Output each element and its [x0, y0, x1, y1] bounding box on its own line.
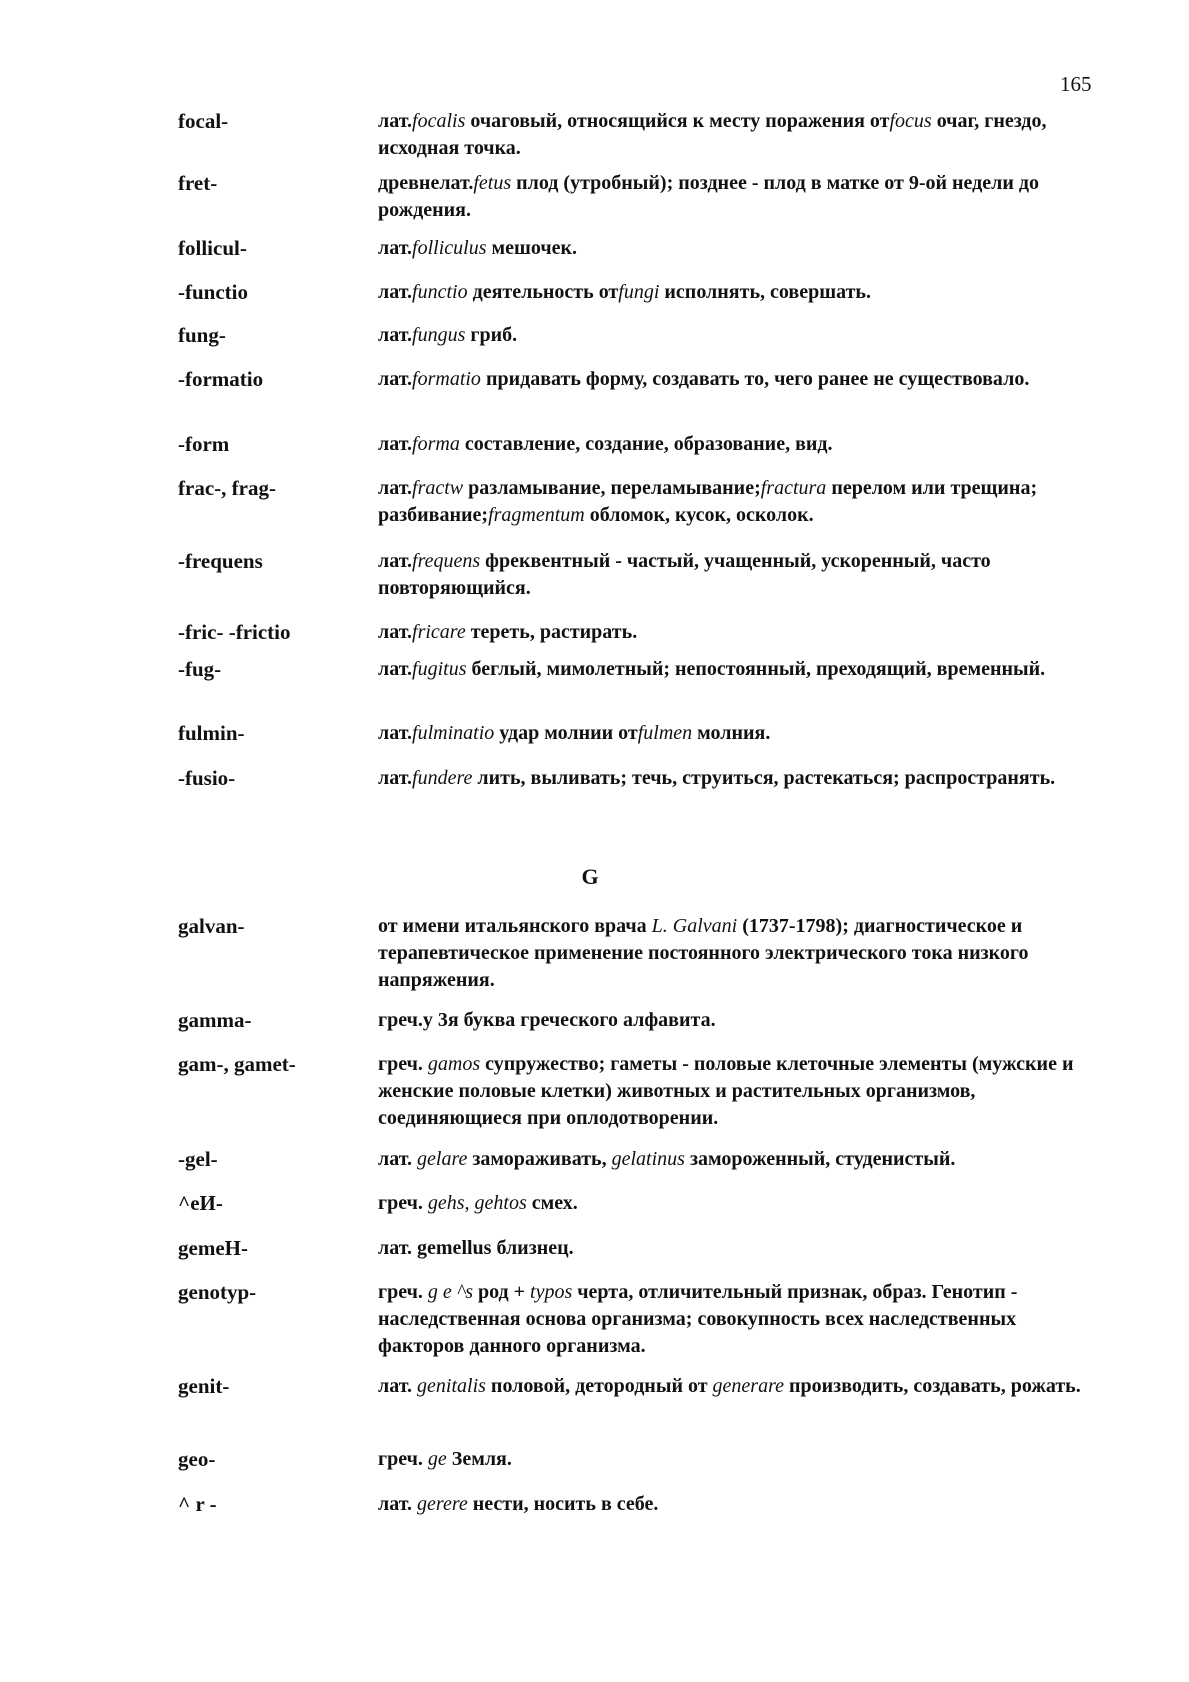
entry-definition	[378, 1446, 1098, 1473]
entry-gamma	[178, 1007, 1108, 1034]
latin-word: fulmen	[637, 722, 693, 744]
entry-term: focal-	[178, 109, 229, 133]
entry-gel	[178, 1146, 1108, 1173]
definition-text: разламывание, переламывание;	[463, 477, 761, 499]
definition-text: лат.	[378, 658, 413, 680]
entry-term: gam-, gamet-	[178, 1052, 296, 1076]
definition-text: лат.	[378, 767, 413, 789]
latin-word: formatio	[412, 368, 481, 390]
entry-term: -fric- -frictio	[178, 620, 291, 644]
latin-word: gerere	[417, 1493, 468, 1515]
definition-text: супружество; гаметы - половые клеточные элементы (мужские и женские половые клетки) животных и растительных организмов, соединяющиеся при оплодотворении.	[378, 1053, 1074, 1129]
entry-term: -gel-	[178, 1147, 218, 1171]
entry-genit	[178, 1373, 1108, 1400]
entry-term: geo-	[178, 1447, 216, 1471]
definition-text: греч.	[378, 1053, 428, 1075]
definition-text: Земля.	[446, 1448, 512, 1470]
entry-genotyp	[178, 1279, 1108, 1360]
definition-text: составление, создание, образование, вид.	[459, 433, 833, 455]
definition-text: от имени итальянского врача	[378, 915, 652, 937]
entry-definition	[378, 366, 1098, 393]
latin-word: gelatinus	[611, 1148, 685, 1170]
entry-fulmin	[178, 720, 1108, 747]
definition-text: беглый, мимолетный; непостоянный, преходящий, временный.	[466, 658, 1046, 680]
definition-text: молния.	[692, 722, 771, 744]
entry-focal	[178, 108, 1108, 162]
latin-word: ge	[427, 1448, 447, 1470]
entry-definition	[378, 656, 1098, 683]
entry-follicul	[178, 235, 1108, 262]
latin-word: folliculus	[412, 237, 487, 259]
definition-text: лат.	[378, 550, 413, 572]
latin-word: fragmentum	[488, 504, 585, 526]
definition-text: род +	[472, 1281, 531, 1303]
latin-word: genitalis	[417, 1375, 486, 1397]
definition-text: греч.	[378, 1281, 428, 1303]
entry-definition	[378, 1051, 1098, 1132]
definition-text: замороженный, студенистый.	[684, 1148, 956, 1170]
definition-text: черта, отличительный признак, образ. Генотип - наследственная основа организма; совокупность всех наследственных факторов данного организма.	[378, 1281, 1018, 1357]
entry-term: -functio	[178, 280, 248, 304]
latin-word: fricare	[412, 621, 466, 643]
entry-term: fung-	[178, 323, 226, 347]
entry-term: -fug-	[178, 657, 222, 681]
definition-text: греч.	[378, 1192, 428, 1214]
entry-form	[178, 431, 1108, 458]
latin-word: focalis	[412, 110, 466, 132]
latin-word: g e ^s	[427, 1281, 473, 1303]
entry-term: gamma-	[178, 1008, 252, 1032]
entry-term: fret-	[178, 171, 218, 195]
latin-word: generare	[712, 1375, 785, 1397]
entry-ger	[178, 1491, 1108, 1518]
entry-definition	[378, 1279, 1098, 1360]
definition-text: смех.	[526, 1192, 578, 1214]
definition-text: гриб.	[465, 324, 518, 346]
entry-fug	[178, 656, 1108, 683]
latin-word: focus	[889, 110, 932, 132]
definition-text: придавать форму, создавать то, чего ранее не существовало.	[480, 368, 1030, 390]
entry-definition	[378, 1235, 1098, 1262]
entry-definition	[378, 475, 1098, 529]
entry-term: galvan-	[178, 914, 245, 938]
entry-definition	[378, 108, 1098, 162]
entry-definition	[378, 1007, 1098, 1034]
definition-text: половой, детородный от	[485, 1375, 713, 1397]
definition-text: замораживать,	[467, 1148, 612, 1170]
definition-text: греч.	[378, 1448, 428, 1470]
entry-galvan	[178, 913, 1108, 994]
definition-text: лат.	[378, 1375, 418, 1397]
definition-text: лат.	[378, 368, 413, 390]
definition-text: лат.	[378, 1493, 418, 1515]
definition-text: мешочек.	[486, 237, 578, 259]
latin-word: gelare	[417, 1148, 468, 1170]
entry-term: ^ r -	[178, 1492, 217, 1516]
entry-definition	[378, 1373, 1098, 1400]
entry-definition	[378, 322, 1098, 349]
section-letter-heading: G	[581, 864, 599, 889]
definition-text: греч.у 3я буква греческого алфавита.	[378, 1009, 716, 1031]
latin-word: functio	[412, 281, 468, 303]
latin-word: frequens	[412, 550, 481, 572]
entry-definition	[378, 1491, 1098, 1518]
definition-text: лат.	[378, 237, 413, 259]
latin-word: forma	[412, 433, 460, 455]
entry-term: fulmin-	[178, 721, 245, 745]
definition-text: удар молнии от	[494, 722, 638, 744]
latin-word: fundere	[412, 767, 473, 789]
entry-definition	[378, 431, 1098, 458]
entry-functio	[178, 279, 1108, 306]
entry-term: ^еИ-	[178, 1191, 223, 1215]
entry-frac-frag	[178, 475, 1108, 529]
definition-text: лат.	[378, 433, 413, 455]
latin-word: fractw	[412, 477, 464, 499]
latin-word: fungus	[412, 324, 466, 346]
definition-text: древнелат.	[378, 172, 474, 194]
entry-definition	[378, 619, 1098, 646]
entry-term: gemeH-	[178, 1236, 248, 1260]
latin-word: L. Galvani	[651, 915, 738, 937]
definition-text: очаговый, относящийся к месту поражения от	[465, 110, 890, 132]
entry-fung	[178, 322, 1108, 349]
entry-definition	[378, 279, 1098, 306]
definition-text: плод (утробный); позднее - плод в матке от 9-ой недели до рождения.	[378, 172, 1040, 221]
definition-text: перелом или трещина; разбивание;	[378, 477, 1038, 526]
definition-text: лат.	[378, 621, 413, 643]
entry-gemell	[178, 1235, 1108, 1262]
definition-text: тереть, растирать.	[465, 621, 638, 643]
latin-word: typos	[530, 1281, 573, 1303]
entry-term: follicul-	[178, 236, 247, 260]
definition-text: нести, носить в себе.	[467, 1493, 659, 1515]
entry-term: -frequens	[178, 549, 263, 573]
entry-gel-greek	[178, 1190, 1108, 1217]
definition-text: лат.	[378, 324, 413, 346]
definition-text: очаг, гнездо, исходная точка.	[378, 110, 1047, 159]
latin-word: fungi	[618, 281, 660, 303]
definition-text: лат.	[378, 477, 413, 499]
entry-term: frac-, frag-	[178, 476, 276, 500]
entry-definition	[378, 548, 1098, 602]
latin-word: fetus	[473, 172, 512, 194]
entry-term: genit-	[178, 1374, 230, 1398]
latin-word: fugitus	[412, 658, 467, 680]
entry-definition	[378, 913, 1098, 994]
definition-text: (1737-1798); диагностическое и терапевтическое применение постоянного электрического тока низкого напряжения.	[378, 915, 1029, 991]
entry-term: -form	[178, 432, 230, 456]
latin-word: fulminatio	[412, 722, 495, 744]
entry-fusio	[178, 765, 1108, 792]
definition-text: фреквентный - частый, учащенный, ускоренный, часто повторяющийся.	[378, 550, 991, 599]
entry-definition	[378, 1146, 1098, 1173]
entry-fric-frictio	[178, 619, 1108, 646]
latin-word: gehs, gehtos	[427, 1192, 527, 1214]
entry-frequens	[178, 548, 1108, 602]
definition-text: обломок, кусок, осколок.	[584, 504, 814, 526]
entry-definition	[378, 235, 1098, 262]
definition-text: деятельность от	[467, 281, 619, 303]
definition-text: лат.	[378, 1148, 418, 1170]
entry-definition	[378, 720, 1098, 747]
entry-fret	[178, 170, 1108, 224]
entry-formatio	[178, 366, 1108, 393]
definition-text: лат.	[378, 281, 413, 303]
entry-definition	[378, 765, 1098, 792]
entry-term: -formatio	[178, 367, 264, 391]
entry-definition	[378, 170, 1098, 224]
entry-term: genotyp-	[178, 1280, 257, 1304]
entry-geo	[178, 1446, 1108, 1473]
latin-word: gamos	[427, 1053, 481, 1075]
page-number: 165	[1060, 72, 1092, 96]
entry-definition	[378, 1190, 1098, 1217]
entry-term: -fusio-	[178, 766, 236, 790]
definition-text: лат.	[378, 110, 413, 132]
definition-text: производить, создавать, рожать.	[784, 1375, 1081, 1397]
latin-word: fractura	[760, 477, 827, 499]
entry-gam-gamet	[178, 1051, 1108, 1132]
definition-text: лат. gemellus близнец.	[378, 1237, 574, 1259]
definition-text: исполнять, совершать.	[659, 281, 871, 303]
definition-text: лить, выливать; течь, струиться, растекаться; распространять.	[472, 767, 1056, 789]
definition-text: лат.	[378, 722, 413, 744]
